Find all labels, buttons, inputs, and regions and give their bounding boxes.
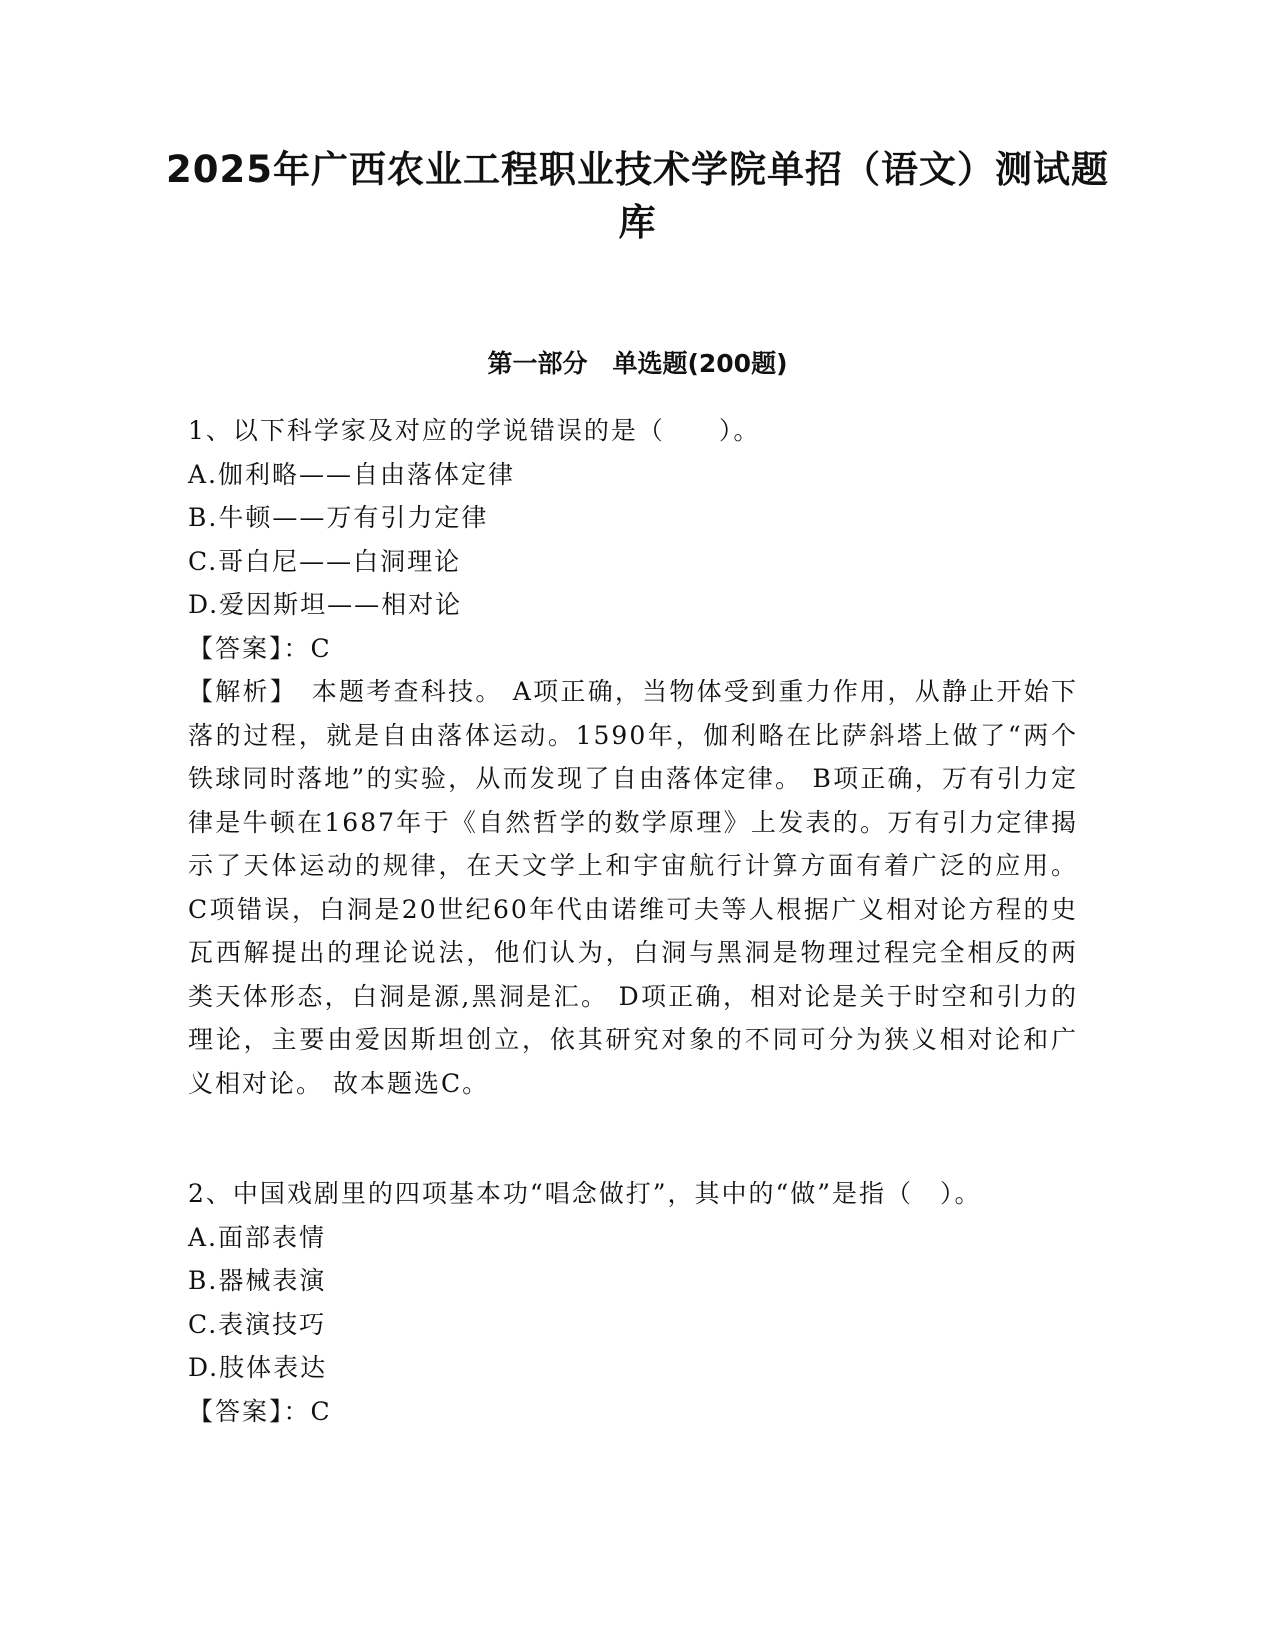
- option-b: B.牛顿——万有引力定律: [188, 503, 489, 532]
- option-d: D.爱因斯坦——相对论: [188, 590, 463, 619]
- option-c: C.哥白尼——白洞理论: [188, 546, 462, 576]
- analysis-paragraph: 【解析】 本题考查科技。 A项正确，当物体受到重力作用，从静止开始下落的过程，就是自由落体运动。1590年，伽利略在比萨斜塔上做了“两个铁球同时落地”的实验，从而发现了自由落体定律。 B项正确，万有引力定律是牛顿在1687年于《自然哲学的数学原理》上发表的。万有引力定律揭示了天体运动的规律，在天文学上和宇宙航行计算方面有着广泛的应用。 C项错误，白洞是20世纪60年代由诺维可夫等人根据广义相对论方程的史瓦西解提出的理论说法，他们认为，白洞与黑洞是物理过程完全相反的两类天体形态，白洞是源,黑洞是汇。 D项正确，相对论是关于时空和引力的理论，主要由爱因斯坦创立，依其研究对象的不同可分为狭义相对论和广义相对论。 故本题选C。: [188, 677, 1088, 1098]
- question-stem: 1、以下科学家及对应的学说错误的是（ ）。: [188, 416, 761, 445]
- option-a: A.面部表情: [188, 1222, 327, 1252]
- option-d: D.肢体表达: [188, 1353, 328, 1382]
- option-c: C.表演技巧: [188, 1309, 327, 1339]
- option-a: A.伽利略——自由落体定律: [188, 459, 516, 489]
- question-stem: 2、中国戏剧里的四项基本功“唱念做打”，其中的“做”是指（ ）。: [188, 1179, 982, 1208]
- answer-line: 【答案】：C: [188, 1396, 332, 1426]
- answer-line: 【答案】：C: [188, 633, 332, 663]
- document-title: 2025年广西农业工程职业技术学院单招（语文）测试题库: [166, 148, 1109, 244]
- section-heading: 第一部分 单选题(200题): [487, 349, 788, 378]
- question-2: [188, 1172, 1078, 1433]
- option-b: B.器械表演: [188, 1266, 327, 1295]
- question-1: [188, 409, 1088, 1105]
